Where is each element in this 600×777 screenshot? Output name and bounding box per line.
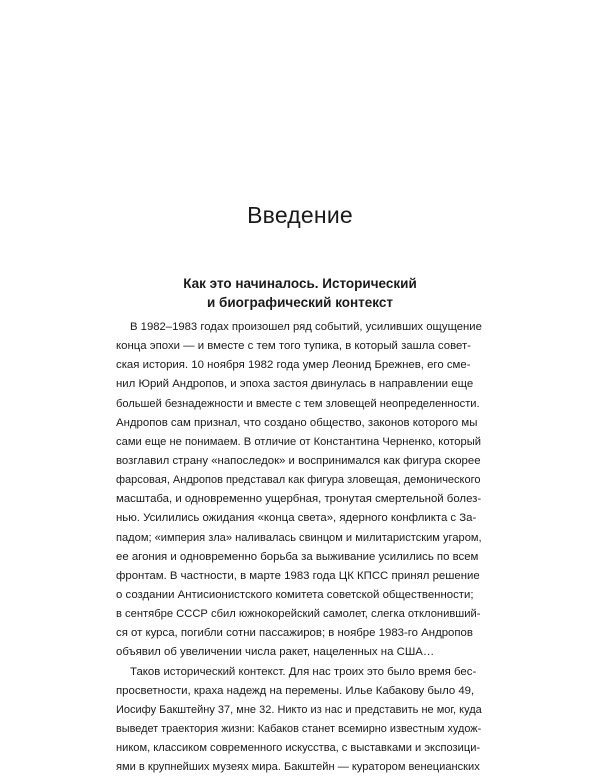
text-line: ями в крупнейших музеях мира. Бакштейн — куратором венецианских bbox=[116, 761, 480, 774]
text-line: возглавил страну «напоследок» и воспринимался как фигура скорее bbox=[116, 454, 481, 467]
text-line: в сентябре СССР сбил южнокорейский самолет, слегка отклонивший- bbox=[116, 608, 481, 621]
text-line: ее агония и одновременно борьба за выживание усилились по всем bbox=[116, 550, 479, 563]
text-line: Иосифу Бакштейну 37, мне 32. Никто из нас и представить не мог, куда bbox=[116, 703, 482, 716]
text-line: конца эпохи — и вместе с тем того тупика, в который зашла совет- bbox=[116, 340, 471, 353]
text-line: сами еще не понимаем. В отличие от Константина Черненко, который bbox=[116, 435, 482, 448]
text-line: нью. Усилились ожидания «конца света», ядерного конфликта с За- bbox=[116, 512, 477, 525]
section-heading bbox=[0, 274, 600, 312]
text-line: падом; «империя зла» наливалась свинцом и милитаристским угаром, bbox=[116, 531, 482, 544]
text-line: Таков исторический контекст. Для нас троих это было время бес- bbox=[130, 665, 477, 678]
text-line: выведет траектория жизни: Кабаков станет всемирно известным худож- bbox=[116, 722, 482, 735]
section-heading-line: Как это начиналось. Исторический bbox=[183, 276, 417, 291]
text-line: фронтам. В частности, в марте 1983 года ЦК КПСС принял решение bbox=[116, 569, 480, 582]
section-heading-line: и биографический контекст bbox=[206, 295, 393, 310]
body-text bbox=[116, 318, 482, 777]
text-line: ником, классиком современного искусства, с выставками и экспозици- bbox=[116, 742, 481, 755]
text-line: ся от курса, погибли сотни пассажиров; в ноябре 1983-го Андропов bbox=[116, 627, 473, 640]
chapter-title: Введение bbox=[247, 202, 353, 228]
paragraph bbox=[116, 663, 482, 777]
text-line: масштаба, и одновременно ущербная, тронутая смертельной болез- bbox=[116, 493, 482, 506]
text-line: Андропов сам признал, что создано общество, законов которого мы bbox=[116, 416, 478, 429]
text-line: о создании Антисионистского комитета советской общественности; bbox=[116, 588, 474, 601]
text-line: В 1982–1983 годах произошел ряд событий, усиливших ощущение bbox=[130, 321, 482, 333]
paragraph bbox=[116, 318, 482, 663]
text-line: нил Юрий Андропов, и эпоха застоя двинулась в направлении еще bbox=[116, 378, 474, 391]
text-line: объявил об увеличении числа ракет, нацеленных на США… bbox=[116, 646, 435, 659]
text-line: просветности, краха надежд на перемены. Илье Кабакову было 49, bbox=[116, 684, 475, 697]
text-line: большей безнадежности и вместе с тем зловещей неопределенности. bbox=[116, 397, 480, 410]
text-line: ская история. 10 ноября 1982 года умер Леонид Брежнев, его сме- bbox=[116, 359, 471, 372]
text-line: фарсовая, Андропов представал как фигура зловещая, демонического bbox=[116, 474, 481, 487]
